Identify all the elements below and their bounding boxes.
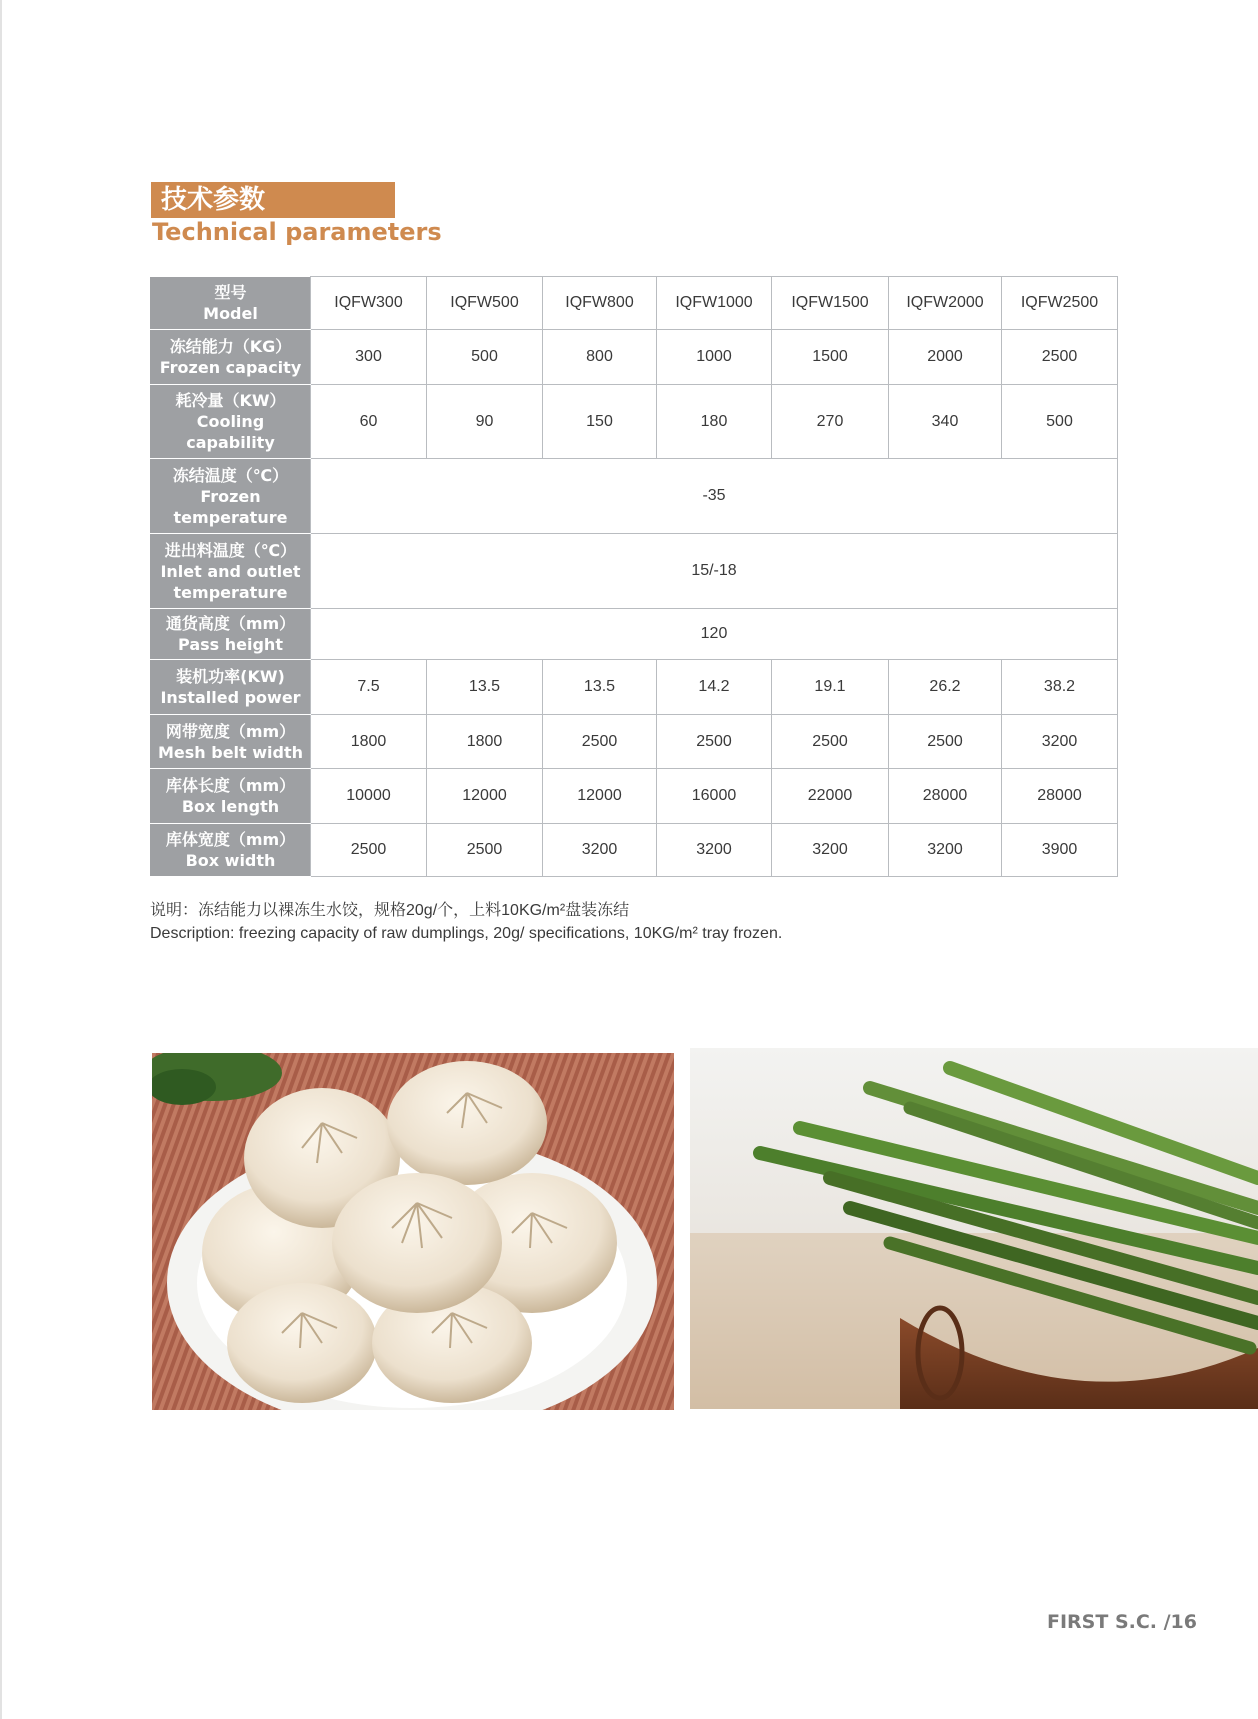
- merged-cell: 15/-18: [311, 534, 1118, 609]
- merged-cell: -35: [311, 459, 1118, 534]
- table-cell: IQFW1500: [772, 277, 889, 330]
- table-cell: 14.2: [657, 660, 772, 715]
- row-label-cn: 冻结温度（℃）: [172, 465, 289, 485]
- row-label-en: Frozen capacity: [159, 358, 302, 377]
- asparagus-photo: [690, 1048, 1258, 1409]
- table-cell: 22000: [772, 769, 889, 824]
- table-row-installed-power: [151, 660, 1118, 715]
- row-label-cn: 库体宽度（mm）: [165, 830, 296, 849]
- table-cell: 1000: [657, 330, 772, 385]
- steamed-buns-photo: [152, 1053, 674, 1410]
- table-cell: 3200: [1002, 715, 1118, 769]
- row-header: [151, 609, 311, 660]
- row-label-cn: 进出料温度（℃）: [164, 540, 297, 560]
- table-note: [150, 899, 782, 945]
- table-cell: 3200: [657, 824, 772, 877]
- table-row-frozen-capacity: [151, 330, 1118, 385]
- table-cell: 1800: [311, 715, 427, 769]
- table-cell: 2500: [889, 715, 1002, 769]
- table-cell: 300: [311, 330, 427, 385]
- note-cn: 说明：冻结能力以裸冻生水饺，规格20g/个，上料10KG/m²盘装冻结: [150, 902, 630, 919]
- merged-cell: 120: [311, 609, 1118, 660]
- table-row-pass-height: [151, 609, 1118, 660]
- table-cell: IQFW2000: [889, 277, 1002, 330]
- table-cell: IQFW2500: [1002, 277, 1118, 330]
- row-header: [151, 715, 311, 769]
- table-cell: 16000: [657, 769, 772, 824]
- row-header: [151, 330, 311, 385]
- row-header: [151, 459, 311, 534]
- table-cell: 28000: [889, 769, 1002, 824]
- row-label-cn: 网带宽度（mm）: [165, 721, 296, 741]
- section-title-en: Technical parameters: [152, 218, 442, 246]
- table-cell: 10000: [311, 769, 427, 824]
- table-row-box-length: [151, 769, 1118, 824]
- table-row-cooling-capability: [151, 385, 1118, 459]
- table-cell: 28000: [1002, 769, 1118, 824]
- row-header: [151, 769, 311, 824]
- table-cell: 2500: [1002, 330, 1118, 385]
- table-cell: 3200: [543, 824, 657, 877]
- row-label-en: Cooling capability: [186, 412, 275, 452]
- table-cell: IQFW800: [543, 277, 657, 330]
- table-cell: 12000: [427, 769, 543, 824]
- table-row-frozen-temperature: [151, 459, 1118, 534]
- row-header: [151, 660, 311, 715]
- row-label-en: Installed power: [160, 688, 301, 707]
- table-cell: 2500: [427, 824, 543, 877]
- table-cell: 3900: [1002, 824, 1118, 877]
- row-label-cn: 库体长度（mm）: [165, 776, 296, 795]
- table-cell: 12000: [543, 769, 657, 824]
- row-label-en: Pass height: [178, 635, 283, 654]
- table-cell: 2000: [889, 330, 1002, 385]
- table-cell: 7.5: [311, 660, 427, 715]
- row-label-cn: 型号: [214, 283, 247, 302]
- steamed-buns-illustration: [152, 1053, 674, 1410]
- table-cell: 38.2: [1002, 660, 1118, 715]
- row-header: [151, 534, 311, 609]
- note-en: Description: freezing capacity of raw dumplings, 20g/ specifications, 10KG/m² tray frozen.: [150, 925, 783, 942]
- page-edge-line: [0, 0, 2, 1719]
- table-cell: 13.5: [543, 660, 657, 715]
- row-label-en: Model: [203, 304, 258, 323]
- table-cell: 19.1: [772, 660, 889, 715]
- table-cell: 2500: [311, 824, 427, 877]
- table-cell: 2500: [657, 715, 772, 769]
- table-cell: 1500: [772, 330, 889, 385]
- row-label-cn: 通货高度（mm）: [165, 614, 296, 633]
- page-number: FIRST S.C. /16: [1047, 1611, 1197, 1633]
- table-cell: 3200: [772, 824, 889, 877]
- table-cell: 180: [657, 385, 772, 459]
- table-cell: 800: [543, 330, 657, 385]
- row-label-en: Box width: [185, 851, 276, 870]
- row-label-cn: 冻结能力（KG）: [169, 337, 292, 356]
- table-cell: 340: [889, 385, 1002, 459]
- table-cell: 500: [427, 330, 543, 385]
- row-header: [151, 277, 311, 330]
- row-label-en: Inlet and outlet temperature: [160, 561, 301, 602]
- row-label-cn: 装机功率(KW): [176, 667, 285, 686]
- row-header: [151, 824, 311, 877]
- asparagus-illustration: [690, 1048, 1258, 1409]
- table-cell: 13.5: [427, 660, 543, 715]
- table-cell: IQFW1000: [657, 277, 772, 330]
- table-cell: 2500: [543, 715, 657, 769]
- row-label-cn: 耗冷量（KW）: [175, 391, 286, 410]
- section-title-cn: 技术参数: [151, 182, 395, 218]
- table-cell: IQFW300: [311, 277, 427, 330]
- technical-parameters-table: [150, 276, 1118, 877]
- table-row-box-width: [151, 824, 1118, 877]
- table-cell: 150: [543, 385, 657, 459]
- row-label-en: Box length: [181, 797, 280, 816]
- row-label-en: Mesh belt width: [157, 742, 304, 762]
- table-cell: IQFW500: [427, 277, 543, 330]
- table-cell: 500: [1002, 385, 1118, 459]
- table-cell: 60: [311, 385, 427, 459]
- table-row-model: [151, 277, 1118, 330]
- table-cell: 2500: [772, 715, 889, 769]
- table-cell: 1800: [427, 715, 543, 769]
- table-cell: 270: [772, 385, 889, 459]
- table-cell: 26.2: [889, 660, 1002, 715]
- table-row-inlet-outlet-temperature: [151, 534, 1118, 609]
- table-cell: 90: [427, 385, 543, 459]
- row-header: [151, 385, 311, 459]
- row-label-en: Frozen temperature: [173, 486, 288, 527]
- table-row-mesh-belt-width: [151, 715, 1118, 769]
- table-cell: 3200: [889, 824, 1002, 877]
